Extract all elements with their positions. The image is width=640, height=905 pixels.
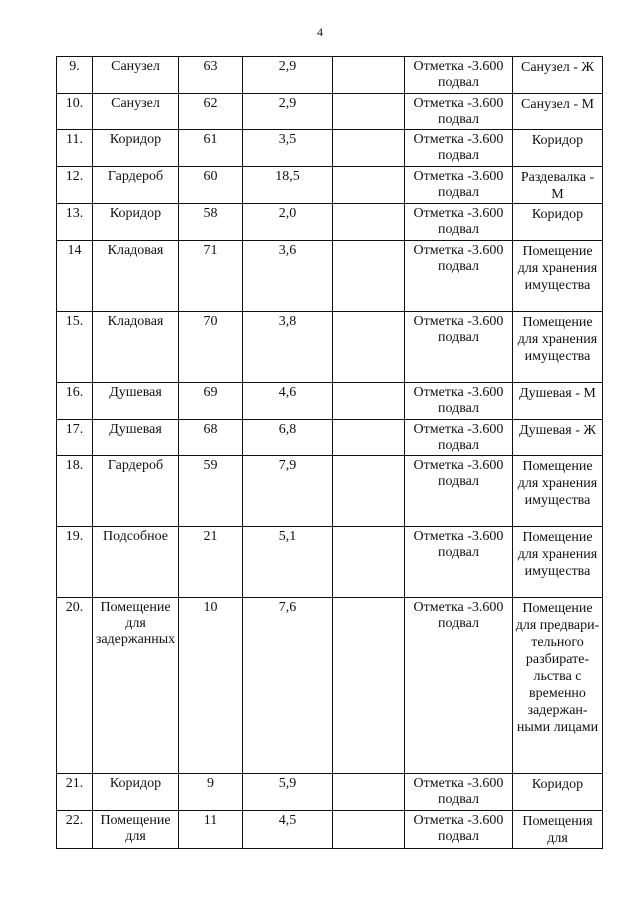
- room-area: 3,5: [243, 130, 333, 167]
- room-name: Душевая: [93, 420, 179, 456]
- room-type: Помещение для хранения имущества: [513, 456, 603, 527]
- room-code: 68: [179, 420, 243, 456]
- table-row: [57, 420, 603, 456]
- table-row: [57, 811, 603, 849]
- empty-cell: [333, 241, 405, 312]
- room-level: Отметка -3.600 подвал: [405, 456, 513, 527]
- room-type: Коридор: [513, 130, 603, 167]
- room-area: 4,6: [243, 383, 333, 420]
- room-name: Коридор: [93, 204, 179, 241]
- row-number: 22.: [57, 811, 93, 849]
- room-area: 2,9: [243, 57, 333, 94]
- room-level: Отметка -3.600 подвал: [405, 598, 513, 774]
- room-code: 10: [179, 598, 243, 774]
- room-name: Санузел: [93, 94, 179, 130]
- room-area: 2,0: [243, 204, 333, 241]
- room-level: Отметка -3.600 подвал: [405, 57, 513, 94]
- room-type: Коридор: [513, 774, 603, 811]
- room-area: 5,9: [243, 774, 333, 811]
- empty-cell: [333, 598, 405, 774]
- room-level: Отметка -3.600 подвал: [405, 811, 513, 849]
- table-row: [57, 527, 603, 598]
- table-row: [57, 167, 603, 204]
- row-number: 21.: [57, 774, 93, 811]
- room-area: 4,5: [243, 811, 333, 849]
- table-row: [57, 204, 603, 241]
- room-name: Коридор: [93, 130, 179, 167]
- table-row: [57, 94, 603, 130]
- table-row: [57, 57, 603, 94]
- room-area: 7,9: [243, 456, 333, 527]
- empty-cell: [333, 383, 405, 420]
- room-code: 21: [179, 527, 243, 598]
- room-name: Гардероб: [93, 167, 179, 204]
- room-name: Кладовая: [93, 312, 179, 383]
- room-code: 9: [179, 774, 243, 811]
- room-code: 11: [179, 811, 243, 849]
- page-number: 4: [317, 25, 323, 39]
- empty-cell: [333, 811, 405, 849]
- empty-cell: [333, 57, 405, 94]
- room-area: 18,5: [243, 167, 333, 204]
- empty-cell: [333, 204, 405, 241]
- room-type: Помещение для хранения имущества: [513, 241, 603, 312]
- table-row: [57, 130, 603, 167]
- room-name: Гардероб: [93, 456, 179, 527]
- room-code: 59: [179, 456, 243, 527]
- room-area: 3,6: [243, 241, 333, 312]
- table-body: [57, 57, 603, 849]
- room-name: Душевая: [93, 383, 179, 420]
- room-type: Коридор: [513, 204, 603, 241]
- empty-cell: [333, 167, 405, 204]
- room-area: 7,6: [243, 598, 333, 774]
- row-number: 20.: [57, 598, 93, 774]
- row-number: 16.: [57, 383, 93, 420]
- empty-cell: [333, 312, 405, 383]
- rooms-table: [56, 56, 603, 849]
- table-row: [57, 312, 603, 383]
- room-level: Отметка -3.600 подвал: [405, 241, 513, 312]
- room-type: Помещение для хранения имущества: [513, 527, 603, 598]
- row-number: 19.: [57, 527, 93, 598]
- room-name: Санузел: [93, 57, 179, 94]
- room-code: 70: [179, 312, 243, 383]
- room-type: Душевая - Ж: [513, 420, 603, 456]
- room-area: 2,9: [243, 94, 333, 130]
- empty-cell: [333, 456, 405, 527]
- room-code: 62: [179, 94, 243, 130]
- row-number: 18.: [57, 456, 93, 527]
- table-row: [57, 774, 603, 811]
- room-code: 60: [179, 167, 243, 204]
- room-area: 3,8: [243, 312, 333, 383]
- row-number: 9.: [57, 57, 93, 94]
- room-type: Раздевалка - М: [513, 167, 603, 204]
- room-code: 58: [179, 204, 243, 241]
- room-name: Помещение для задержанных: [93, 598, 179, 774]
- room-name: Подсобное: [93, 527, 179, 598]
- empty-cell: [333, 130, 405, 167]
- room-code: 63: [179, 57, 243, 94]
- room-type: Помещения для: [513, 811, 603, 849]
- room-level: Отметка -3.600 подвал: [405, 420, 513, 456]
- room-name: Коридор: [93, 774, 179, 811]
- room-level: Отметка -3.600 подвал: [405, 94, 513, 130]
- room-level: Отметка -3.600 подвал: [405, 527, 513, 598]
- empty-cell: [333, 94, 405, 130]
- empty-cell: [333, 420, 405, 456]
- room-code: 71: [179, 241, 243, 312]
- room-area: 6,8: [243, 420, 333, 456]
- room-level: Отметка -3.600 подвал: [405, 130, 513, 167]
- empty-cell: [333, 527, 405, 598]
- room-type: Помещение для предвари- тельного разбирате- льства с временно задержан- ными лицами: [513, 598, 603, 774]
- room-level: Отметка -3.600 подвал: [405, 167, 513, 204]
- row-number: 14: [57, 241, 93, 312]
- row-number: 15.: [57, 312, 93, 383]
- room-name: Помещение для: [93, 811, 179, 849]
- room-code: 69: [179, 383, 243, 420]
- empty-cell: [333, 774, 405, 811]
- room-area: 5,1: [243, 527, 333, 598]
- table-row: [57, 241, 603, 312]
- row-number: 17.: [57, 420, 93, 456]
- room-type: Помещение для хранения имущества: [513, 312, 603, 383]
- table-row: [57, 598, 603, 774]
- table-row: [57, 383, 603, 420]
- row-number: 13.: [57, 204, 93, 241]
- room-name: Кладовая: [93, 241, 179, 312]
- row-number: 11.: [57, 130, 93, 167]
- room-level: Отметка -3.600 подвал: [405, 204, 513, 241]
- room-type: Душевая - М: [513, 383, 603, 420]
- room-level: Отметка -3.600 подвал: [405, 383, 513, 420]
- row-number: 10.: [57, 94, 93, 130]
- room-type: Санузел - М: [513, 94, 603, 130]
- room-level: Отметка -3.600 подвал: [405, 774, 513, 811]
- row-number: 12.: [57, 167, 93, 204]
- table-row: [57, 456, 603, 527]
- room-level: Отметка -3.600 подвал: [405, 312, 513, 383]
- room-type: Санузел - Ж: [513, 57, 603, 94]
- room-code: 61: [179, 130, 243, 167]
